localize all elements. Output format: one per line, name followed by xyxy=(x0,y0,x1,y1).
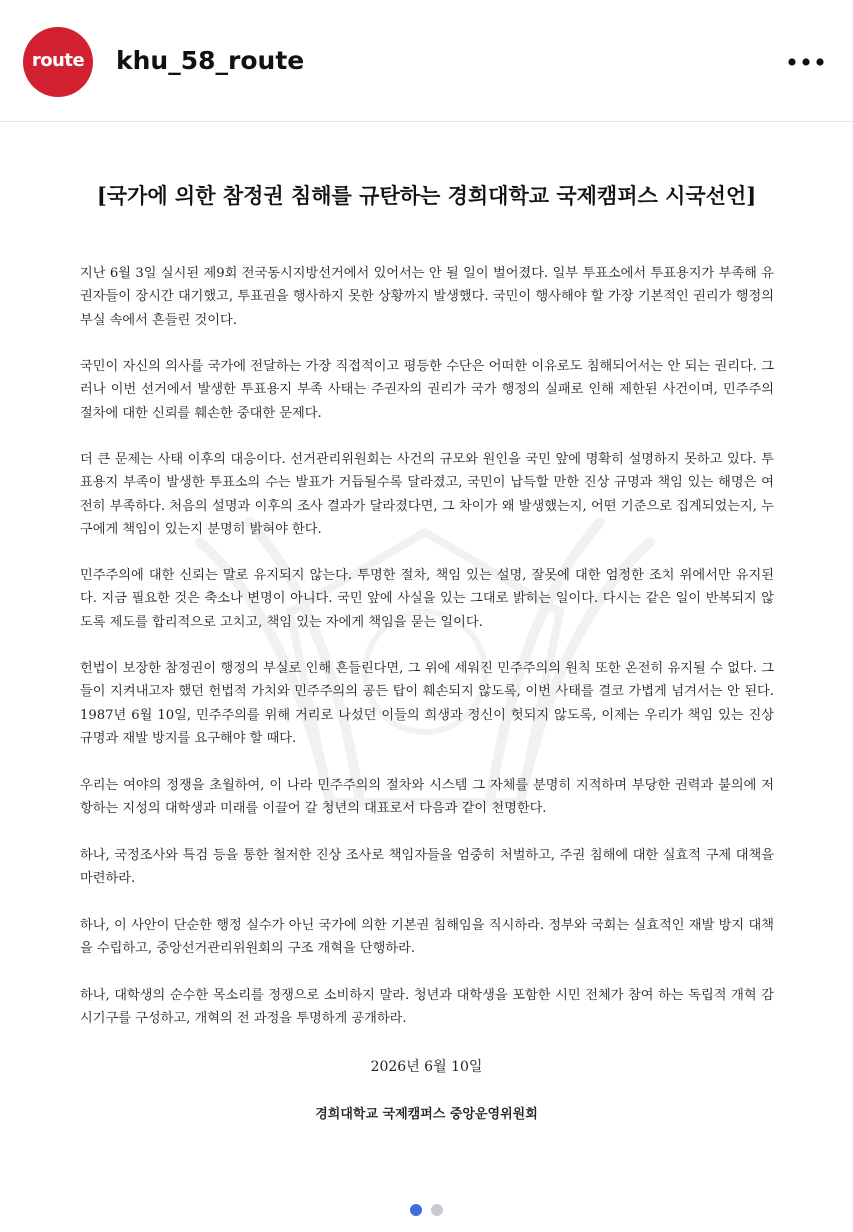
carousel-dot-active[interactable] xyxy=(410,1204,422,1216)
document-title: [국가에 의한 참정권 침해를 규탄하는 경희대학교 국제캠퍼스 시국선언] xyxy=(96,183,757,208)
declaring-organization: 경희대학교 국제캠퍼스 중앙운영위원회 xyxy=(315,1107,538,1122)
demand-3: 하나, 대학생의 순수한 목소리를 정쟁으로 소비하지 말라. 청년과 대학생을 포함한 시민 전체가 참여 하는 독립적 개혁 감시기구를 구성하고, 개혁의 전 과정을 투명하게 공개하라. xyxy=(80,988,774,1027)
paragraph-1: 지난 6월 3일 실시된 제9회 전국동시지방선거에서 있어서는 안 될 일이 벌어졌다. 일부 투표소에서 투표용지가 부족해 유권자들이 장시간 대기했고, 투표권을 행사하지 못한 상황까지 발생했다. 국민이 행사해야 할 가장 기본적인 권리가 행정의 부실 속에서 흔들린 것이다. xyxy=(80,266,774,328)
paragraph-3: 더 큰 문제는 사태 이후의 대응이다. 선거관리위원회는 사건의 규모와 원인을 국민 앞에 명확히 설명하지 못하고 있다. 투표용지 부족이 발생한 투표소의 수는 발표가 거듭될수록 달라졌고, 국민이 납득할 만한 진상 규명과 책임 있는 해명은 여전히 부족하다. 처음의 설명과 이후의 조사 결과가 달라졌다면, 그 차이가 왜 발생했는지, 어떤 기준으로 집계되었는지, 누구에게 책임이 있는지 분명히 밝혀야 한다. xyxy=(80,452,774,537)
carousel-indicator xyxy=(0,1204,853,1218)
paragraph-6: 우리는 여야의 정쟁을 초월하여, 이 나라 민주주의의 절차와 시스템 그 자체를 분명히 지적하며 부당한 권력과 불의에 저항하는 지성의 대학생과 미래를 이끌어 갈 청년의 대표로서 다음과 같이 천명한다. xyxy=(80,778,774,817)
more-horizontal-icon[interactable] xyxy=(786,52,826,72)
declaration-date: 2026년 6월 10일 xyxy=(370,1059,483,1075)
username[interactable]: khu_58_route xyxy=(116,46,305,75)
avatar-logo-text: route xyxy=(31,50,85,71)
avatar[interactable] xyxy=(23,27,93,97)
paragraph-4: 민주주의에 대한 신뢰는 말로 유지되지 않는다. 투명한 절차, 책임 있는 설명, 잘못에 대한 엄정한 조치 위에서만 유지된다. 지금 필요한 것은 축소나 변명이 아니다. 국민 앞에 사실을 있는 그대로 밝히는 일이다. 다시는 같은 일이 반복되지 않도록 제도를 합리적으로 고치고, 책임 있는 자에게 책임을 묻는 일이다. xyxy=(80,568,774,630)
carousel-dot[interactable] xyxy=(431,1204,443,1216)
paragraph-2: 국민이 자신의 의사를 국가에 전달하는 가장 직접적이고 평등한 수단은 어떠한 이유로도 침해되어서는 안 되는 권리다. 그러나 이번 선거에서 발생한 투표용지 부족 사태는 주권자의 권리가 국가 행정의 실패로 인해 제한된 사건이며, 민주주의 절차에 대한 신뢰를 훼손한 중대한 문제다. xyxy=(80,359,774,421)
demand-1: 하나, 국정조사와 특검 등을 통한 철저한 진상 조사로 책임자들을 엄중히 처벌하고, 주권 침해에 대한 실효적 구제 대책을 마련하라. xyxy=(80,848,774,887)
post-image[interactable] xyxy=(0,122,853,1190)
paragraph-5: 헌법이 보장한 참정권이 행정의 부실로 인해 흔들린다면, 그 위에 세워진 민주주의의 원칙 또한 온전히 유지될 수 없다. 그들이 지켜내고자 했던 헌법적 가치와 민주주의의 공든 탑이 훼손되지 않도록, 이번 사태를 결코 가볍게 넘겨서는 안 된다. 1987년 6월 10일, 민주주의를 위해 거리로 나섰던 이들의 희생과 정신이 헛되지 않도록, 이제는 우리가 책임 있는 진상 규명과 재발 방지를 요구해야 할 때다. xyxy=(80,661,774,746)
post-header xyxy=(0,0,853,122)
demand-2: 하나, 이 사안이 단순한 행정 실수가 아닌 국가에 의한 기본권 침해임을 직시하라. 정부와 국회는 실효적인 재발 방지 대책을 수립하고, 중앙선거관리위원회의 구조 개혁을 단행하라. xyxy=(80,918,774,957)
